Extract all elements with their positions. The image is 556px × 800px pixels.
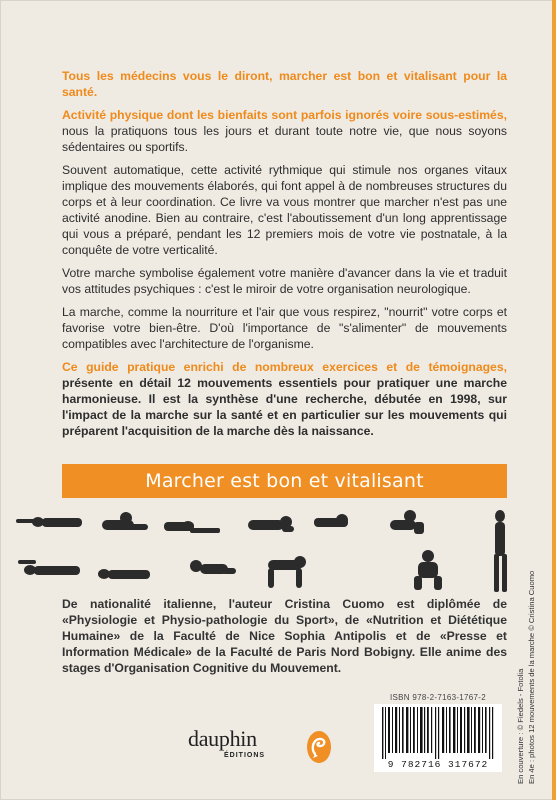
barcode-bars bbox=[374, 704, 502, 760]
person-kneeling-figure bbox=[390, 510, 424, 534]
spine-edge bbox=[552, 0, 556, 800]
publisher-logo bbox=[188, 726, 348, 772]
isbn-label: ISBN 978-2-7163-1767-2 bbox=[390, 693, 486, 702]
paragraph-activity-rest: nous la pratiquons tous les jours et durant toute notre vie, que nous soyons sédentaires ou sportifs. bbox=[62, 124, 507, 154]
person-standing-figure bbox=[494, 510, 507, 592]
publisher-name: dauphin bbox=[188, 726, 257, 751]
person-side-crawl-figure bbox=[102, 512, 148, 530]
barcode bbox=[374, 704, 502, 772]
paragraph-automatic: Souvent automatique, cette activité rythmique qui stimule nos organes vitaux implique des mouvements élaborés, qui font appel à de nombreuses structures du corps et à leur coordination. Ce livre va vous montrer que marcher n'est pas une activité anodine. Bien au contraire, c'est l'aboutissement d'un long apprentissage qui vous a préparé, pendant les 12 premiers mois de votre vie postnatale, à la conquête de votre verticalité. bbox=[62, 163, 507, 257]
publisher-sub: ÉDITIONS bbox=[224, 752, 266, 759]
person-back-lying-figure bbox=[98, 569, 150, 579]
paragraph-symbol: Votre marche symbolise également votre manière d'avancer dans la vie et traduit vos attitudes psychiques : c'est le miroir de votre organisation neurologique. bbox=[62, 266, 507, 296]
movement-photo-strip bbox=[14, 508, 534, 600]
barcode-number: 9 782716 317672 bbox=[387, 759, 489, 770]
person-plank-figure bbox=[314, 514, 348, 527]
photo-credits bbox=[515, 571, 537, 784]
credits-line-1: En couverture : © Fiedels - Fotolia bbox=[516, 668, 525, 784]
dolphin-icon bbox=[306, 730, 332, 764]
paragraph-nourishment: La marche, comme la nourriture et l'air que vous respirez, "nourrit" votre corps et favorise votre bien-être. D'où l'importance de "s'alimenter" de mouvements compatibles avec l'architecture de l'organisme. bbox=[62, 305, 507, 351]
credits-line-2: En 4e : photos 12 mouvements de la marche © Cristina Cuomo bbox=[527, 570, 536, 784]
person-side-lying-arm-figure bbox=[18, 560, 80, 575]
paragraph-guide-highlight: Ce guide pratique enrichi de nombreux exercices et de témoignages, bbox=[62, 360, 507, 374]
person-curled-figure bbox=[190, 560, 236, 574]
isbn-block bbox=[352, 693, 502, 777]
title-banner: Marcher est bon et vitalisant bbox=[62, 464, 507, 498]
lead-sentence: Tous les médecins vous le diront, marcher est bon et vitalisant pour la santé. bbox=[62, 69, 507, 99]
paragraph-guide-rest: présente en détail 12 mouvements essentiels pour pratiquer une marche harmonieuse. Il est la synthèse d'une recherche, débutée en 1998, sur l'impact de la marche sur la santé et en particulier sur les mouvements qui préparent l'acquisition de la marche dès la naissance. bbox=[62, 376, 507, 438]
person-bear-crawl-figure bbox=[268, 556, 306, 588]
paragraph-activity-highlight: Activité physique dont les bienfaits sont parfois ignorés voire sous-estimés, bbox=[62, 108, 507, 122]
author-bio: De nationalité italienne, l'auteur Cristina Cuomo est diplômée de «Physiologie et Physio-pathologie du Sport», de «Nutrition et Diététique Humaine» de la Faculté de Nice Sophia Antipolis et de «Presse et Information Médicale» de la Faculté de Paris Nord Bobigny. Elle anime des stages d'Organisation Cognitive du Mouvement. bbox=[62, 597, 507, 675]
person-lying-relaxed-figure bbox=[164, 521, 220, 533]
paragraph-guide bbox=[62, 359, 507, 439]
paragraph-activity bbox=[62, 107, 507, 155]
person-crawling-figure bbox=[248, 516, 294, 532]
blurb-text bbox=[62, 68, 507, 446]
person-lying-arms-up-figure bbox=[16, 517, 82, 527]
person-squatting-figure bbox=[414, 550, 442, 590]
